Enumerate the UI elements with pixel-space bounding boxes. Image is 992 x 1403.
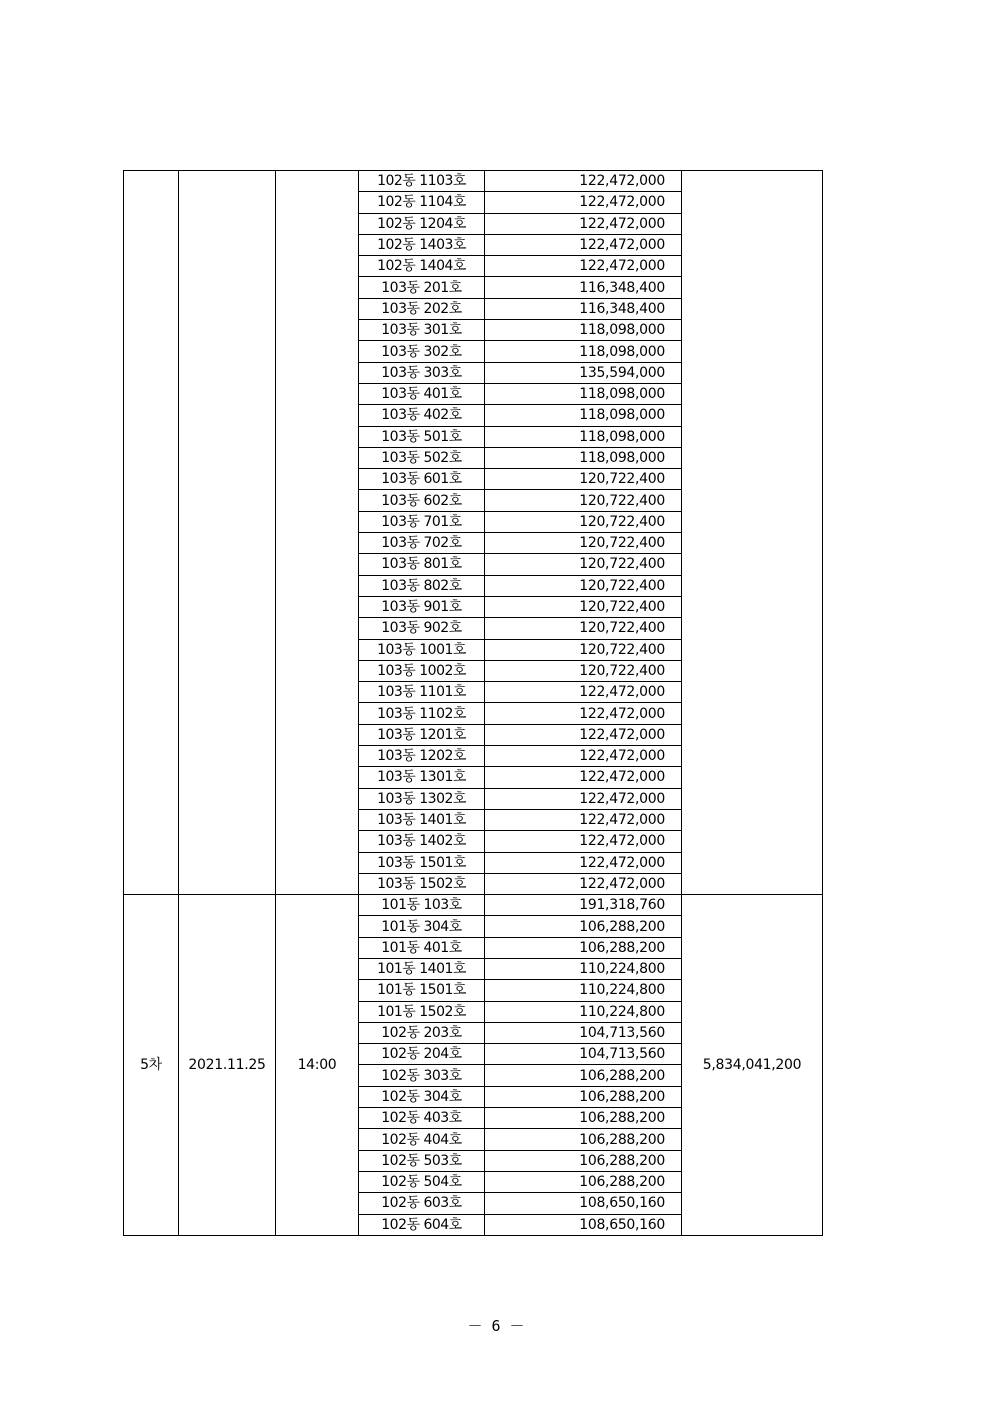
unit-cell: 103동 1001호: [359, 639, 485, 660]
total-cell: [682, 171, 823, 895]
amount-cell: 122,472,000: [485, 682, 682, 703]
amount-cell: 122,472,000: [485, 809, 682, 830]
amount-cell: 106,288,200: [485, 937, 682, 958]
unit-cell: 103동 901호: [359, 596, 485, 617]
unit-cell: 103동 402호: [359, 405, 485, 426]
unit-cell: 103동 902호: [359, 618, 485, 639]
unit-cell: 102동 1403호: [359, 234, 485, 255]
amount-cell: 120,722,400: [485, 596, 682, 617]
round-cell: [124, 171, 179, 895]
unit-cell: 103동 1201호: [359, 724, 485, 745]
unit-cell: 103동 1002호: [359, 660, 485, 681]
unit-cell: 102동 504호: [359, 1171, 485, 1192]
table-row: [124, 171, 823, 192]
amount-cell: 104,713,560: [485, 1044, 682, 1065]
unit-cell: 103동 1502호: [359, 873, 485, 894]
unit-cell: 102동 303호: [359, 1065, 485, 1086]
time-cell: 14:00: [276, 895, 359, 1236]
unit-cell: 102동 1404호: [359, 256, 485, 277]
unit-cell: 103동 801호: [359, 554, 485, 575]
time-cell: [276, 171, 359, 895]
amount-cell: 122,472,000: [485, 192, 682, 213]
unit-cell: 103동 702호: [359, 533, 485, 554]
amount-cell: 106,288,200: [485, 916, 682, 937]
unit-cell: 103동 302호: [359, 341, 485, 362]
amount-cell: 108,650,160: [485, 1214, 682, 1235]
table-row: [124, 895, 823, 916]
unit-cell: 103동 401호: [359, 383, 485, 404]
unit-cell: 103동 202호: [359, 298, 485, 319]
amount-cell: 122,472,000: [485, 852, 682, 873]
unit-cell: 103동 1401호: [359, 809, 485, 830]
table-body: [124, 171, 823, 1236]
unit-cell: 103동 1202호: [359, 746, 485, 767]
unit-cell: 103동 1101호: [359, 682, 485, 703]
amount-cell: 120,722,400: [485, 660, 682, 681]
unit-cell: 103동 601호: [359, 469, 485, 490]
amount-cell: 122,472,000: [485, 234, 682, 255]
amount-cell: 120,722,400: [485, 511, 682, 532]
unit-cell: 103동 502호: [359, 447, 485, 468]
unit-cell: 101동 1502호: [359, 1001, 485, 1022]
unit-cell: 103동 1501호: [359, 852, 485, 873]
amount-cell: 122,472,000: [485, 724, 682, 745]
unit-cell: 103동 1402호: [359, 831, 485, 852]
amount-cell: 120,722,400: [485, 575, 682, 596]
unit-cell: 101동 304호: [359, 916, 485, 937]
amount-cell: 191,318,760: [485, 895, 682, 916]
unit-cell: 103동 301호: [359, 320, 485, 341]
amount-cell: 106,288,200: [485, 1150, 682, 1171]
unit-cell: 101동 401호: [359, 937, 485, 958]
unit-cell: 102동 503호: [359, 1150, 485, 1171]
amount-cell: 120,722,400: [485, 618, 682, 639]
amount-cell: 122,472,000: [485, 171, 682, 192]
amount-cell: 122,472,000: [485, 746, 682, 767]
total-cell: 5,834,041,200: [682, 895, 823, 1236]
amount-cell: 120,722,400: [485, 639, 682, 660]
amount-cell: 116,348,400: [485, 298, 682, 319]
unit-cell: 101동 1501호: [359, 980, 485, 1001]
auction-schedule-table: [123, 170, 823, 1236]
amount-cell: 122,472,000: [485, 767, 682, 788]
date-cell: 2021.11.25: [179, 895, 276, 1236]
page-number: － 6 －: [467, 1317, 525, 1335]
unit-cell: 103동 602호: [359, 490, 485, 511]
amount-cell: 104,713,560: [485, 1022, 682, 1043]
date-cell: [179, 171, 276, 895]
amount-cell: 122,472,000: [485, 873, 682, 894]
unit-cell: 102동 1204호: [359, 213, 485, 234]
amount-cell: 122,472,000: [485, 831, 682, 852]
unit-cell: 101동 1401호: [359, 958, 485, 979]
unit-cell: 103동 501호: [359, 426, 485, 447]
amount-cell: 122,472,000: [485, 703, 682, 724]
amount-cell: 106,288,200: [485, 1171, 682, 1192]
round-cell: 5차: [124, 895, 179, 1236]
amount-cell: 110,224,800: [485, 958, 682, 979]
unit-cell: 102동 604호: [359, 1214, 485, 1235]
unit-cell: 103동 802호: [359, 575, 485, 596]
unit-cell: 103동 1102호: [359, 703, 485, 724]
amount-cell: 110,224,800: [485, 1001, 682, 1022]
amount-cell: 118,098,000: [485, 405, 682, 426]
amount-cell: 135,594,000: [485, 362, 682, 383]
unit-cell: 101동 103호: [359, 895, 485, 916]
amount-cell: 120,722,400: [485, 469, 682, 490]
amount-cell: 106,288,200: [485, 1108, 682, 1129]
amount-cell: 122,472,000: [485, 256, 682, 277]
amount-cell: 120,722,400: [485, 554, 682, 575]
amount-cell: 116,348,400: [485, 277, 682, 298]
amount-cell: 118,098,000: [485, 447, 682, 468]
amount-cell: 122,472,000: [485, 213, 682, 234]
amount-cell: 118,098,000: [485, 341, 682, 362]
amount-cell: 108,650,160: [485, 1193, 682, 1214]
unit-cell: 103동 201호: [359, 277, 485, 298]
unit-cell: 103동 1301호: [359, 767, 485, 788]
amount-cell: 118,098,000: [485, 426, 682, 447]
amount-cell: 118,098,000: [485, 320, 682, 341]
unit-cell: 103동 701호: [359, 511, 485, 532]
unit-cell: 102동 404호: [359, 1129, 485, 1150]
unit-cell: 102동 304호: [359, 1086, 485, 1107]
amount-cell: 106,288,200: [485, 1086, 682, 1107]
unit-cell: 103동 303호: [359, 362, 485, 383]
unit-cell: 102동 1103호: [359, 171, 485, 192]
unit-cell: 102동 204호: [359, 1044, 485, 1065]
amount-cell: 122,472,000: [485, 788, 682, 809]
unit-cell: 102동 403호: [359, 1108, 485, 1129]
amount-cell: 118,098,000: [485, 383, 682, 404]
amount-cell: 120,722,400: [485, 490, 682, 511]
unit-cell: 103동 1302호: [359, 788, 485, 809]
amount-cell: 120,722,400: [485, 533, 682, 554]
amount-cell: 106,288,200: [485, 1065, 682, 1086]
unit-cell: 102동 1104호: [359, 192, 485, 213]
unit-cell: 102동 603호: [359, 1193, 485, 1214]
amount-cell: 110,224,800: [485, 980, 682, 1001]
unit-cell: 102동 203호: [359, 1022, 485, 1043]
amount-cell: 106,288,200: [485, 1129, 682, 1150]
